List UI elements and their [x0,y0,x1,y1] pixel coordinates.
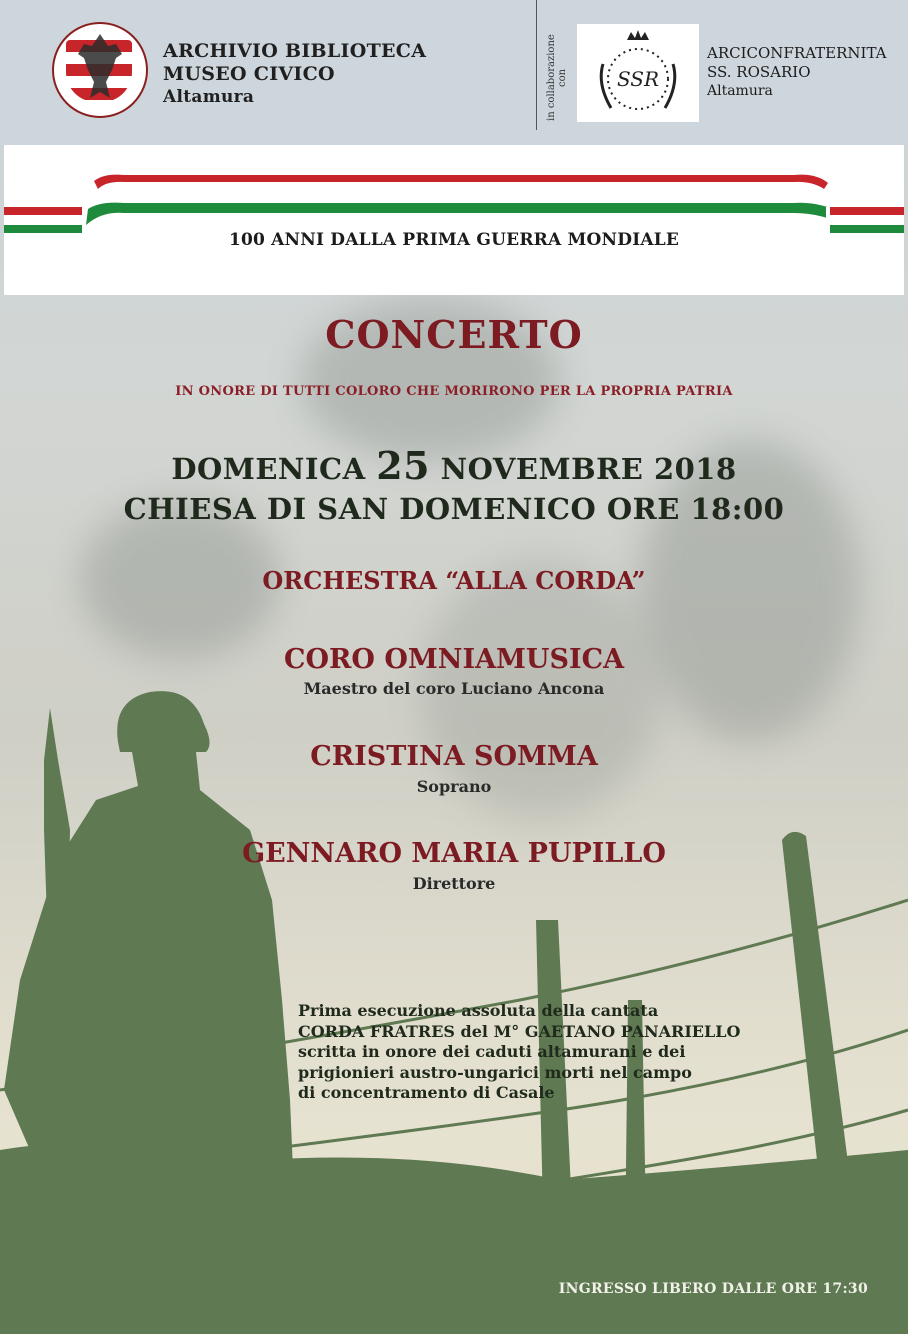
date-prefix: DOMENICA [171,452,377,486]
date-suffix: NOVEMBRE 2018 [430,452,737,486]
left-org-line: MUSEO CIVICO [163,63,335,85]
note-line: prigionieri austro-ungarici morti nel campo [298,1062,692,1082]
date-day: 25 [376,443,431,488]
orchestra-name: ORCHESTRA “ALLA CORDA” [262,566,646,595]
event-date-venue [0,443,908,529]
premiere-note [298,1001,841,1104]
right-org-city: Altamura [707,83,773,99]
note-line: di concentramento di Casale [298,1083,555,1102]
note-line: scritta in onore dei caduti altamurani e dei [298,1042,686,1061]
director-name: GENNARO MARIA PUPILLO [242,838,666,869]
choir-master: Maestro del coro Luciano Ancona [303,679,605,698]
event-dedication: IN ONORE DI TUTTI COLORO CHE MORIRONO PER LA PROPRIA PATRIA [175,384,733,399]
right-org-line: SS. ROSARIO [707,63,811,81]
left-org-line: ARCHIVIO BIBLIOTECA [163,40,427,62]
soloist-role: Soprano [416,777,492,796]
note-line: CORDA FRATRES del M° GAETANO PANARIELLO [298,1021,741,1041]
right-org-line: ARCICONFRATERNITA [707,44,887,62]
choir-name: CORO OMNIAMUSICA [283,644,625,675]
event-venue-time: CHIESA DI SAN DOMENICO ORE 18:00 [123,492,785,526]
director-role: Direttore [412,874,496,893]
event-title: CONCERTO [325,312,583,357]
event-date [0,443,908,489]
svg-text:SSR: SSR [616,67,660,91]
collaboration-label: in collaborazione con [546,34,568,121]
note-line: Prima esecuzione assoluta della cantata [298,1001,659,1020]
free-admission-note: INGRESSO LIBERO DALLE ORE 17:30 [558,1281,868,1297]
centenary-subtitle: 100 ANNI DALLA PRIMA GUERRA MONDIALE [228,230,680,250]
left-org-city: Altamura [163,87,255,107]
soloist-name: CRISTINA SOMMA [310,741,598,772]
